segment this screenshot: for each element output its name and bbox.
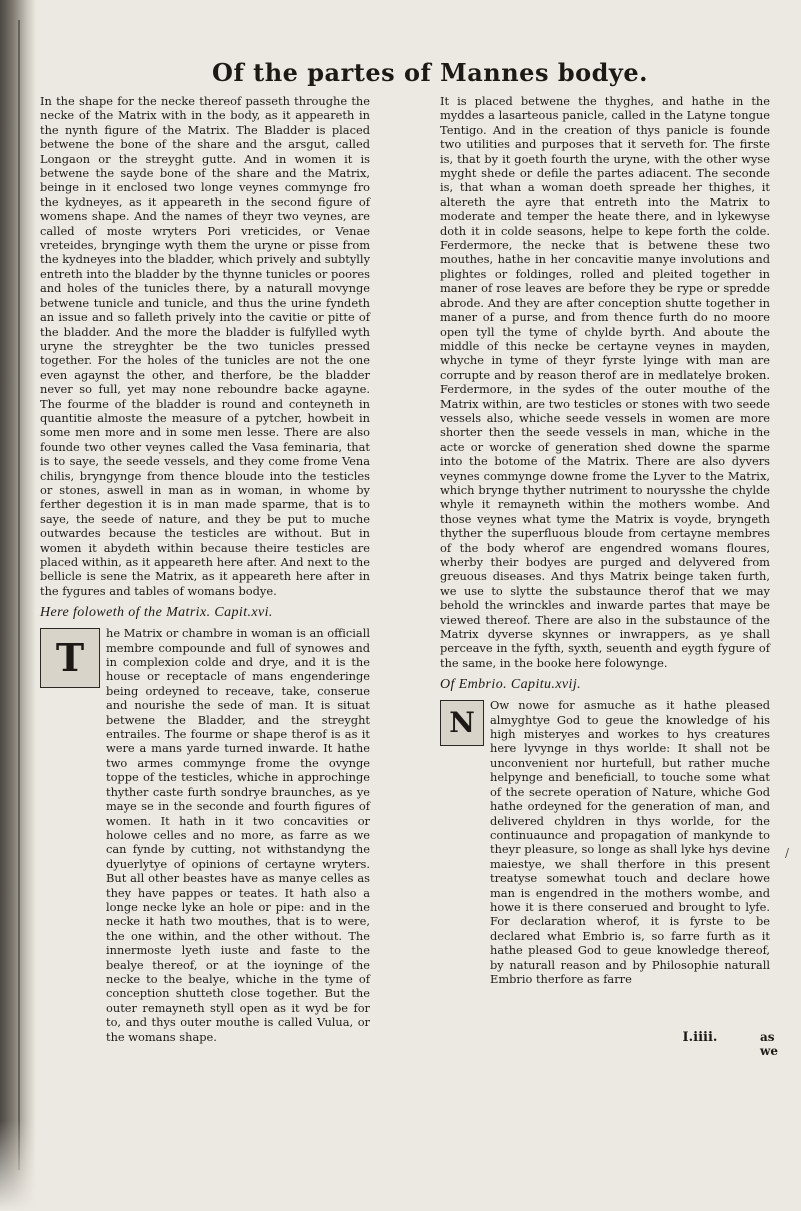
signature-mark: I.iiii.: [682, 1030, 718, 1045]
embrio-chapter-heading: Of Embrio. Capitu.xvij.: [440, 677, 582, 693]
gutter-rule: [18, 20, 20, 1170]
left-column: [40, 94, 370, 1044]
binding-gutter: [0, 0, 36, 1211]
bladder-paragraph: In the shape for the necke thereof passeth throughe the necke of the Matrix with in the body, as it appeareth in the nynth figure of the Matrix. The Bladder is placed betwene the bone of the share and the arsgut, called Longaon or the streyght gutte. And in women it is betwene the sayde bone of the share and the Matrix, beinge in it enclosed two longe veynes commynge fro the kydneyes, as it appeareth in the second figure of womens shape. And the names of theyr two veynes, are called of moste wryters Pori vreticides, or Venae vreteides, brynginge wyth them the uryne or pisse from the kydneyes into the bladder, which prively and subtylly entreth into the bladder by the thynne tunicles or poores and holes of the tunicles there, by a naturall movynge betwene tunicle and tunicle, and thus the urine fyndeth an issue and so falleth prively into the cavitie or pitte of the bladder. And the more the bladder is fulfylled wyth uryne the streyghter be the two tunicles pressed together. For the holes of the tunicles are not the one even agaynst the other, and therfore, be the bladder never so full, yet may none reboundre backe agayne. The fourme of the bladder is round and conteyneth in quantitie almoste the measure of a pytcher, howbeit in some men more and in some men lesse. There are also founde two other veynes called the Vasa feminaria, that is to saye, the seede vessels, and they come frome Vena chilis, bryngynge from thence bloude into the testicles or stones, aswell in man as in woman, in whome by ferther degestion it is in man made sparme, that is to saye, the seede of nature, and they be put to muche outwardes because the testicles are without. But in women it abydeth within because theire testicles are placed within, as it appeareth here after. And next to the bellicle is sene the Matrix, as it appeareth here after in the fygures and tables of womans bodye.: [40, 94, 370, 598]
matrix-paragraph: he Matrix or chambre in woman is an officiall membre compounde and full of synowes and in complexion colde and drye, and it is the house or receptacle of mans engenderinge being ordeyned to receave, take, conserue and nourishe the sede of man. It is situat betwene the Bladder, and the streyght entrailes. The fourme or shape therof is as it were a mans yarde turned inwarde. It hathe two armes commynge frome the ovynge toppe of the testicles, whiche in approchinge thyther caste furth sondrye braunches, as ye maye se in the seconde and fourth figures of women. It hath in it two concavities or holowe celles and no more, as farre as we can fynde by cutting, not withstandyng the dyuerlytye of opinions of certayne wryters. But all other beastes have as manye celles as they have pappes or teates. It hath also a longe necke lyke an hole or pipe: and in the necke it hath two mouthes, that is to were, the one within, and the other without. The innermoste lyeth iuste and faste to the bealye thereof, or at the ioyninge of the necke to the bealye, whiche in the tyme of conception shutteth close together. But the outer remayneth styll open as it wyd be for to, and thys outer mouthe is called Vulua, or the womans shape.: [106, 626, 370, 1044]
decorated-initial-n: N: [440, 700, 484, 746]
embrio-paragraph: Ow nowe for asmuche as it hathe pleased almyghtye God to geue the knowledge of his high misteryes and workes to hys creatures here lyvynge in thys worlde: It shall not be unconvenient nor hurtefull, but rather muche helpynge and beneficiall, to touche some what of the secrete operation of Nature, whiche God hathe ordeyned for the generation of man, and delivered chyldren in thys worlde, for the continuaunce and propagation of mankynde to theyr pleasure, so longe as shall lyke hys devine maiestye, we shall therfore in this present treatyse somewhat touch and declare howe man is engendred in the mothers wombe, and howe it is there conserued and brought to lyfe. For declaration wherof, it is fyrste to be declared what Embrio is, so farre furth as it hathe pleased God to geue knowledge thereof, by naturall reason and by Philosophie naturall Embrio therfore as farre: [490, 698, 770, 986]
matrix-initial-block: [40, 626, 370, 1044]
embrio-initial-block: [440, 698, 770, 986]
running-header: Of the partes of Mannes bodye.: [212, 58, 648, 87]
catchword: as we: [760, 1030, 778, 1058]
decorated-initial-t: T: [40, 628, 100, 688]
matrix-chapter-heading: Here foloweth of the Matrix. Capit.xvi.: [40, 605, 273, 621]
right-column: [440, 94, 770, 986]
matrix-continuation-paragraph: It is placed betwene the thyghes, and hathe in the myddes a lasarteous panicle, called in the Latyne tongue Tentigo. And in the creation of thys panicle is founde two utilities and purposes that it serveth for. The firste is, that by it goeth fourth the uryne, with the other wyse myght shede or defile the partes adiacent. The seconde is, that whan a woman doeth spreade her thighes, it altereth the ayre that entreth into the Matrix to moderate and temper the heate there, and in lykewyse doth it in colde seasons, helpe to kepe forth the colde. Ferdermore, the necke that is betwene these two mouthes, hathe in her concavitie manye involutions and plightes or foldinges, rolled and pleited together in maner of rose leaves are before they be rype or spredde abrode. And they are after conception shutte together in maner of a purse, and from thence furth do no moore open tyll the tyme of chylde byrth. And aboute the middle of this necke be certayne veynes in mayden, whyche in tyme of theyr fyrste lyinge with man are corrupte and by reason therof are in medlatelye broken. Ferdermore, in the sydes of the outer mouthe of the Matrix within, are two testicles or stones with two seede vessels also, whiche seede vessels in women are more shorter then the seede vessels in man, whiche in the acte or worcke of generation shed downe the sparme into the botome of the Matrix. There are also dyvers veynes commynge downe frome the Lyver to the Matrix, which brynge thyther nutriment to nourysshe the chylde whyle it remayneth within the mothers wombe. And those veynes what tyme the Matrix is voyde, bryngeth thyther the superfluous bloude from certayne membres of the body wherof are engendred womans floures, wherby their bodyes are purged and delyvered from greuous diseases. And thys Matrix beinge taken furth, we use to slytte the substaunce therof that we may behold the wrinckles and inwarde partes that maye be viewed thereof. There are also in the substaunce of the Matrix dyverse skynnes or inwrappers, as ye shall perceave in the fyfth, syxth, seuenth and eygth fygure of the same, in the booke here folowynge.: [440, 94, 770, 670]
page-foot-shading: [0, 1120, 801, 1211]
margin-mark: /: [785, 846, 790, 860]
